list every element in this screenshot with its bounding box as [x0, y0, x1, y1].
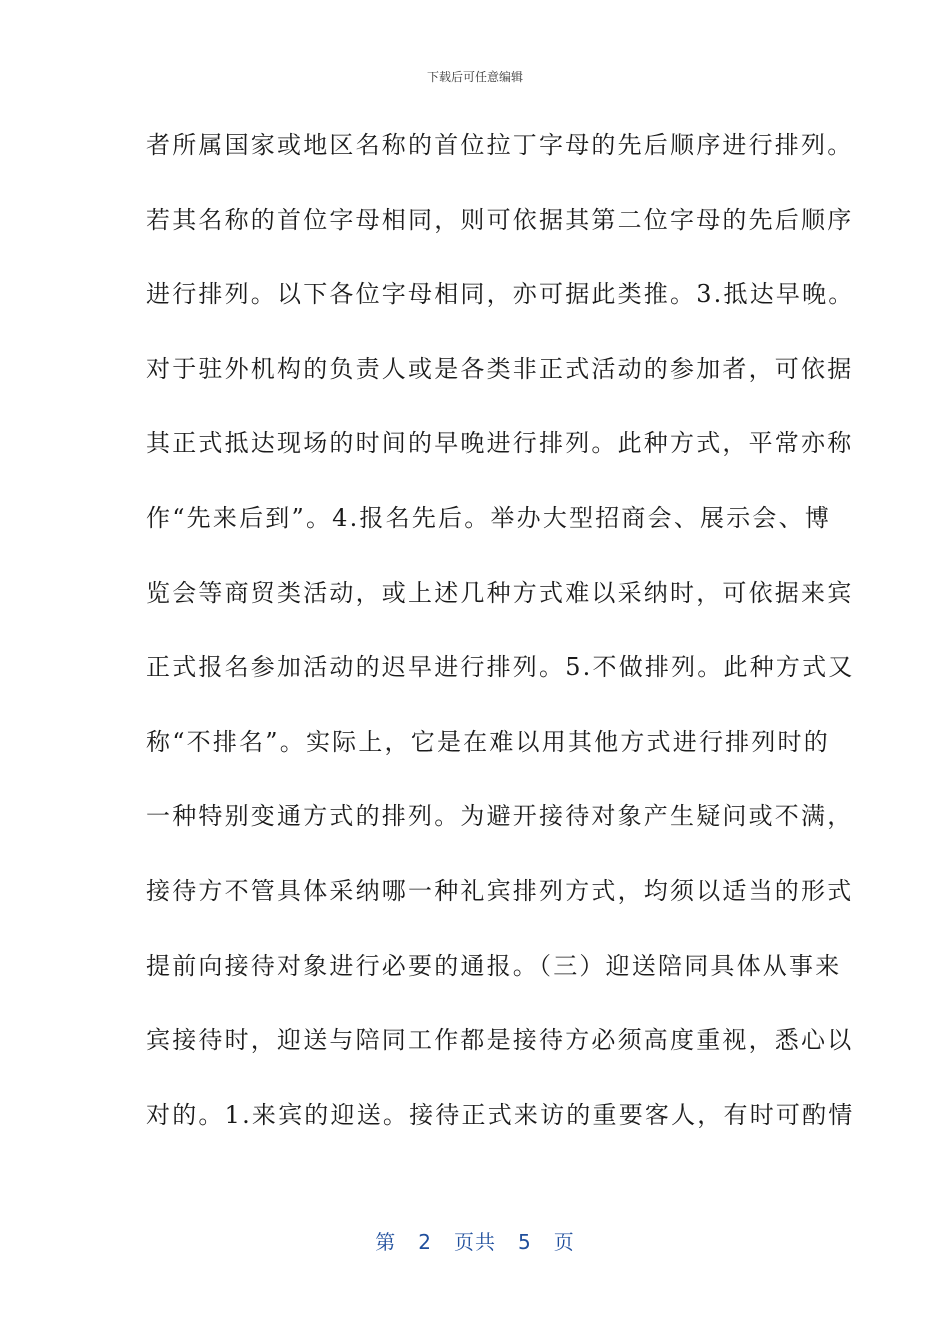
page-middle: 页共	[454, 1230, 496, 1254]
total-page-count: 5	[518, 1230, 532, 1254]
text-line: 提前向接待对象进行必要的通报。（三）迎送陪同具体从事来	[146, 951, 842, 980]
page-prefix: 第	[375, 1230, 397, 1254]
header-note: 下载后可任意编辑	[426, 70, 523, 84]
current-page-number: 2	[418, 1230, 432, 1254]
page-suffix: 页	[553, 1230, 575, 1254]
text-line: 览会等商贸类活动，或上述几种方式难以采纳时，可依据来宾	[146, 578, 854, 607]
body-text	[146, 122, 855, 1166]
text-line: 正式报名参加活动的迟早进行排列。5.不做排列。此种方式又	[146, 653, 855, 682]
text-line: 若其名称的首位字母相同，则可依据其第二位字母的先后顺序	[146, 205, 854, 234]
text-line: 者所属国家或地区名称的首位拉丁字母的先后顺序进行排列。	[146, 131, 854, 159]
page-number-footer	[0, 1226, 950, 1255]
text-line: 接待方不管具体采纳哪一种礼宾排列方式，均须以适当的形式	[146, 876, 854, 905]
text-line: 对于驻外机构的负责人或是各类非正式活动的参加者，可依据	[146, 354, 854, 383]
text-line: 称“不排名”。实际上，它是在难以用其他方式进行排列时的	[146, 727, 830, 756]
text-line: 对的。1.来宾的迎送。接待正式来访的重要客人，有时可酌情	[146, 1100, 855, 1129]
text-line: 一种特别变通方式的排列。为避开接待对象产生疑问或不满，	[146, 802, 854, 831]
text-line: 宾接待时，迎送与陪同工作都是接待方必须高度重视，悉心以	[146, 1026, 854, 1055]
text-line: 其正式抵达现场的时间的早晚进行排列。此种方式，平常亦称	[146, 429, 854, 458]
text-line: 作“先来后到”。4.报名先后。举办大型招商会、展示会、博	[146, 503, 832, 532]
text-line: 进行排列。以下各位字母相同，亦可据此类推。3.抵达早晚。	[146, 280, 855, 309]
